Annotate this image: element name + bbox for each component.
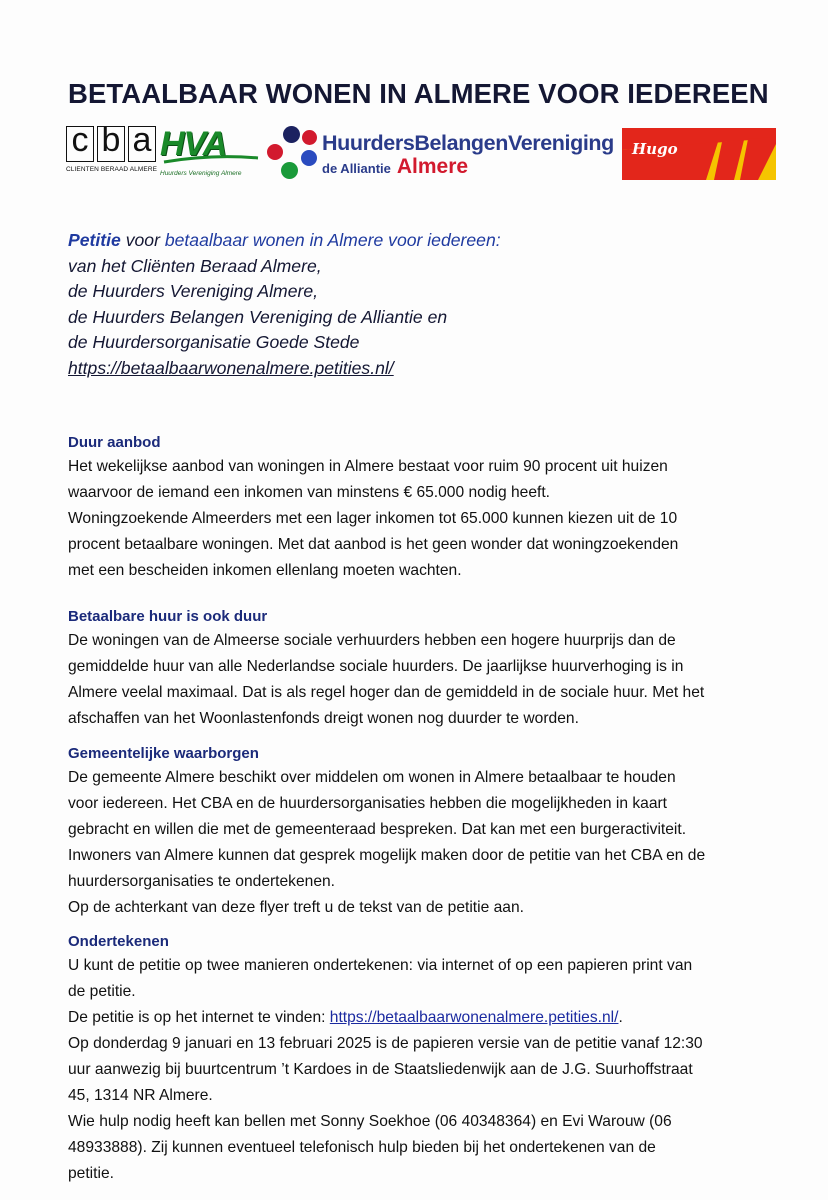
body-line: Op donderdag 9 januari en 13 februari 2025 is de papieren versie van de petitie vanaf 12:30 — [68, 1035, 703, 1052]
dot-red-top-icon — [302, 130, 317, 145]
body-line: 48933888). Zij kunnen eventueel telefonisch hulp bieden bij het ondertekenen van de — [68, 1139, 656, 1156]
body-line: Woningzoekende Almeerders met een lager inkomen tot 65.000 kunnen kiezen uit de 10 — [68, 510, 678, 527]
section-duur-aanbod — [68, 432, 788, 584]
link-prefix: De petitie is op het internet te vinden: — [68, 1009, 330, 1026]
body-line: procent betaalbare woningen. Met dat aanbod is het geen wonder dat woningzoekenden — [68, 536, 679, 553]
hugo-wordmark: Hugo — [632, 140, 678, 158]
dot-navy-icon — [283, 126, 300, 143]
body-line: 45, 1314 NR Almere. — [68, 1087, 213, 1104]
hugo-logo — [622, 128, 776, 180]
body-line: de petitie. — [68, 983, 136, 1000]
section-body — [68, 953, 788, 1187]
section-heading: Betaalbare huur is ook duur — [68, 608, 268, 625]
body-line: met een bescheiden inkomen ellenlang moeten wachten. — [68, 562, 462, 579]
body-line: Almere veelal maximaal. Dat is als regel hoger dan de gemiddeld in de sociale huur. Met het — [68, 684, 705, 701]
hva-swoosh-icon — [162, 154, 260, 164]
section-heading: Duur aanbod — [68, 434, 161, 451]
hbv-subline — [322, 155, 468, 179]
alliantie-dots-logo — [265, 126, 323, 182]
body-line: U kunt de petitie op twee manieren ondertekenen: via internet of op een papieren print van — [68, 957, 693, 974]
body-line: De woningen van de Almeerse sociale verhuurders hebben een hogere huurprijs dan de — [68, 632, 676, 649]
body-line: petitie. — [68, 1165, 114, 1182]
cba-letter-a: a — [128, 126, 156, 162]
petition-subject: betaalbaar wonen in Almere voor iedereen: — [164, 230, 501, 250]
body-line: voor iedereen. Het CBA en de huurdersorganisaties hebben die mogelijkheden in kaart — [68, 795, 668, 812]
petition-label: Petitie — [68, 230, 121, 250]
petition-line: de Huurders Belangen Vereniging de Alliantie en — [68, 306, 448, 327]
section-gemeentelijke-waarborgen — [68, 743, 788, 921]
section-body — [68, 765, 788, 921]
petition-website-link[interactable]: https://betaalbaarwonenalmere.petities.nl/ — [329, 1009, 619, 1026]
petition-line: van het Cliënten Beraad Almere, — [68, 255, 322, 276]
body-line: afschaffen van het Woonlastenfonds dreigt wonen nog duurder te worden. — [68, 710, 579, 727]
section-betaalbare-huur — [68, 606, 788, 732]
body-line: Inwoners van Almere kunnen dat gesprek mogelijk maken door de petitie van het CBA en de — [68, 847, 706, 864]
hbv-name: HuurdersBelangenVereniging — [322, 131, 614, 155]
petition-first-line — [68, 228, 501, 254]
petition-voor: voor — [120, 230, 165, 250]
petition-url-link[interactable]: https://betaalbaarwonenalmere.petities.nl/ — [68, 357, 394, 378]
page-title: BETAALBAAR WONEN IN ALMERE VOOR IEDEREEN — [68, 78, 769, 109]
cba-logo — [66, 126, 158, 182]
body-line: uur aanwezig bij buurtcentrum ’t Kardoes in de Staatsliedenwijk aan de J.G. Suurhoffstraat — [68, 1061, 693, 1078]
hbv-almere: Almere — [396, 155, 469, 178]
body-line: Op de achterkant van deze flyer treft u de tekst van de petitie aan. — [68, 899, 524, 916]
petition-line: de Huurders Vereniging Almere, — [68, 281, 319, 302]
hva-subtitle: Huurders Vereniging Almere — [160, 170, 242, 177]
petition-intro — [68, 228, 501, 382]
body-line: Wie hulp nodig heeft kan bellen met Sonny Soekhoe (06 40348364) en Evi Warouw (06 — [68, 1113, 672, 1130]
dot-blue-icon — [301, 150, 317, 166]
cba-letter-c: c — [66, 126, 94, 162]
section-body — [68, 628, 788, 732]
body-line: De gemeente Almere beschikt over middelen om wonen in Almere betaalbaar te houden — [68, 769, 676, 786]
link-suffix: . — [618, 1009, 623, 1026]
petition-line: de Huurdersorganisatie Goede Stede — [68, 332, 360, 353]
dot-red-left-icon — [267, 144, 283, 160]
body-line: Het wekelijkse aanbod van woningen in Almere bestaat voor ruim 90 procent uit huizen — [68, 458, 668, 475]
hva-wordmark: HVA — [160, 125, 227, 163]
cba-letter-b: b — [97, 126, 125, 162]
section-ondertekenen — [68, 931, 788, 1187]
body-line: gemiddelde huur van alle Nederlandse sociale huurders. De jaarlijkse huurverhoging is in — [68, 658, 684, 675]
section-body — [68, 454, 788, 584]
body-line: waarvoor de iemand een inkomen van minstens € 65.000 nodig heeft. — [68, 484, 550, 501]
hva-logo — [160, 126, 266, 182]
section-heading: Ondertekenen — [68, 933, 169, 950]
section-heading: Gemeentelijke waarborgen — [68, 745, 259, 762]
hbv-alliantie: de Alliantie — [322, 161, 391, 176]
cba-subtitle: CLIENTEN BERAAD ALMERE — [66, 166, 158, 173]
dot-green-icon — [281, 162, 298, 179]
body-line-with-link — [68, 1005, 788, 1031]
body-line: huurdersorganisaties te ondertekenen. — [68, 873, 336, 890]
body-line: gebracht en willen die met de gemeenteraad bespreken. Dat kan met een burgeractiviteit. — [68, 821, 687, 838]
